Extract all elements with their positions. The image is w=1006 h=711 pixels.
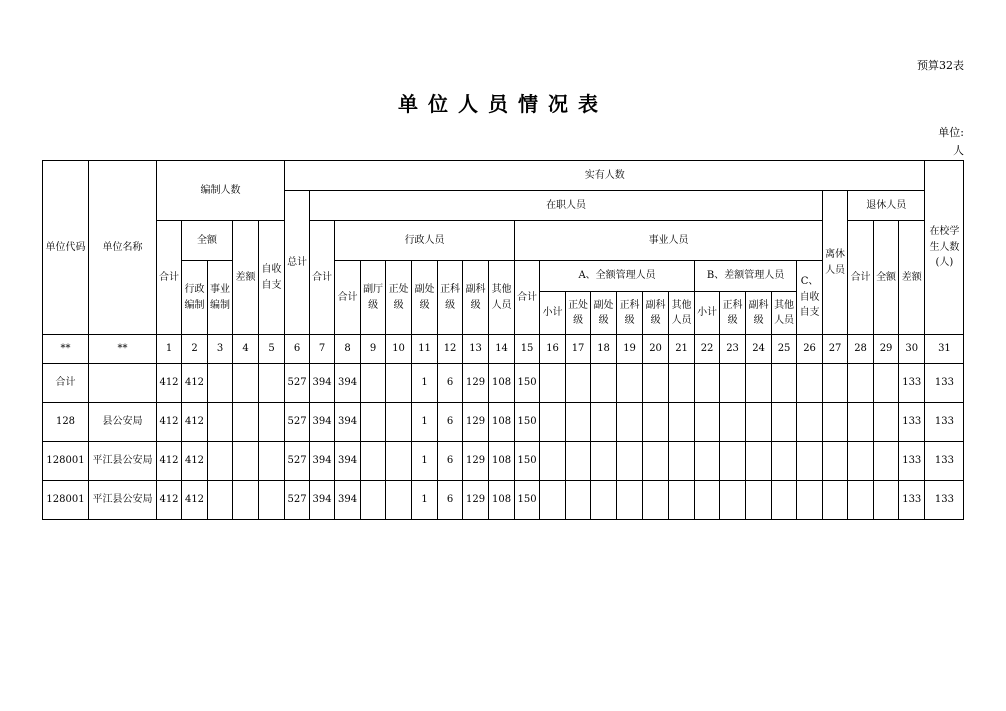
index-cell: 7 xyxy=(310,335,335,364)
index-cell: 9 xyxy=(361,335,386,364)
index-cell: 29 xyxy=(874,335,899,364)
value-cell xyxy=(695,442,720,481)
value-cell: 1 xyxy=(412,442,438,481)
index-cell: 22 xyxy=(695,335,720,364)
value-cell xyxy=(823,403,848,442)
value-cell xyxy=(208,442,233,481)
header-a-qita: 其他人员 xyxy=(669,292,695,335)
value-cell xyxy=(566,403,591,442)
value-cell xyxy=(772,403,797,442)
header-a-zhengke: 正科级 xyxy=(617,292,643,335)
index-cell: 30 xyxy=(899,335,925,364)
value-cell xyxy=(643,403,669,442)
value-cell xyxy=(720,364,746,403)
index-cell: 26 xyxy=(797,335,823,364)
value-cell xyxy=(669,403,695,442)
index-cell: ** xyxy=(89,335,157,364)
value-cell xyxy=(720,481,746,520)
value-cell: 412 xyxy=(182,403,208,442)
index-cell: 12 xyxy=(438,335,463,364)
value-cell xyxy=(695,364,720,403)
value-cell xyxy=(823,364,848,403)
value-cell xyxy=(695,481,720,520)
value-cell xyxy=(208,481,233,520)
table-row xyxy=(43,403,964,442)
header-bz-chae: 差额 xyxy=(233,221,259,335)
value-cell xyxy=(361,481,386,520)
header-b-qita: 其他人员 xyxy=(772,292,797,335)
value-cell xyxy=(669,442,695,481)
header-shiyou: 实有人数 xyxy=(285,161,925,191)
value-cell: 527 xyxy=(285,481,310,520)
header-bianzhi: 编制人数 xyxy=(157,161,285,221)
index-cell: 21 xyxy=(669,335,695,364)
value-cell xyxy=(874,442,899,481)
value-cell xyxy=(823,481,848,520)
index-cell: 4 xyxy=(233,335,259,364)
value-cell xyxy=(259,403,285,442)
unit-name-cell: 平江县公安局 xyxy=(89,481,157,520)
value-cell: 6 xyxy=(438,442,463,481)
value-cell: 150 xyxy=(515,403,540,442)
value-cell xyxy=(848,481,874,520)
unit-code-cell: 128 xyxy=(43,403,89,442)
value-cell xyxy=(797,364,823,403)
value-cell: 133 xyxy=(925,442,964,481)
value-cell xyxy=(797,481,823,520)
value-cell xyxy=(746,481,772,520)
value-cell xyxy=(874,364,899,403)
value-cell xyxy=(233,364,259,403)
value-cell xyxy=(643,442,669,481)
header-xz-fuke: 副科级 xyxy=(463,261,489,335)
header-tuixiu: 退休人员 xyxy=(848,191,925,221)
value-cell xyxy=(617,481,643,520)
value-cell: 412 xyxy=(182,364,208,403)
index-cell: 6 xyxy=(285,335,310,364)
value-cell: 133 xyxy=(925,403,964,442)
value-cell: 129 xyxy=(463,442,489,481)
value-cell: 150 xyxy=(515,481,540,520)
value-cell xyxy=(643,364,669,403)
header-xz-heji: 合计 xyxy=(335,261,361,335)
header-zaizhi: 在职人员 xyxy=(310,191,823,221)
header-unit-code: 单位代码 xyxy=(43,161,89,335)
header-bz-shiye: 事业编制 xyxy=(208,261,233,335)
value-cell: 6 xyxy=(438,364,463,403)
index-cell: 8 xyxy=(335,335,361,364)
value-cell xyxy=(643,481,669,520)
value-cell xyxy=(874,481,899,520)
index-cell: 16 xyxy=(540,335,566,364)
value-cell xyxy=(540,403,566,442)
value-cell xyxy=(591,481,617,520)
value-cell xyxy=(591,442,617,481)
unit-name-cell: 县公安局 xyxy=(89,403,157,442)
value-cell xyxy=(540,481,566,520)
index-cell: 15 xyxy=(515,335,540,364)
unit-name-cell xyxy=(89,364,157,403)
unit-code-cell: 128001 xyxy=(43,481,89,520)
value-cell xyxy=(848,364,874,403)
value-cell xyxy=(746,364,772,403)
value-cell xyxy=(720,442,746,481)
value-cell xyxy=(386,403,412,442)
value-cell: 6 xyxy=(438,403,463,442)
value-cell: 394 xyxy=(310,481,335,520)
value-cell xyxy=(848,442,874,481)
value-cell xyxy=(386,481,412,520)
value-cell: 108 xyxy=(489,364,515,403)
page-title: 单位人员情况表 xyxy=(398,92,608,116)
value-cell xyxy=(874,403,899,442)
value-cell xyxy=(720,403,746,442)
value-cell: 150 xyxy=(515,364,540,403)
header-tx-quane: 全额 xyxy=(874,221,899,335)
header-b-xiaoji: 小计 xyxy=(695,292,720,335)
value-cell: 394 xyxy=(310,442,335,481)
value-cell xyxy=(797,442,823,481)
value-cell: 1 xyxy=(412,364,438,403)
index-cell: 19 xyxy=(617,335,643,364)
value-cell xyxy=(617,364,643,403)
index-cell: ** xyxy=(43,335,89,364)
index-cell: 13 xyxy=(463,335,489,364)
value-cell xyxy=(617,403,643,442)
index-cell: 24 xyxy=(746,335,772,364)
value-cell: 412 xyxy=(157,403,182,442)
header-c-group: C、自收自支 xyxy=(797,261,823,335)
value-cell: 133 xyxy=(899,481,925,520)
value-cell: 6 xyxy=(438,481,463,520)
index-cell: 11 xyxy=(412,335,438,364)
value-cell xyxy=(669,364,695,403)
value-cell: 527 xyxy=(285,442,310,481)
header-xz-zhengchu: 正处级 xyxy=(386,261,412,335)
index-row xyxy=(43,335,964,364)
value-cell xyxy=(259,481,285,520)
header-tx-chae: 差额 xyxy=(899,221,925,335)
value-cell: 527 xyxy=(285,403,310,442)
header-xz-zhengke: 正科级 xyxy=(438,261,463,335)
header-a-zhengchu: 正处级 xyxy=(566,292,591,335)
form-id: 预算32表 xyxy=(917,59,964,72)
value-cell xyxy=(591,403,617,442)
index-cell: 28 xyxy=(848,335,874,364)
table-row xyxy=(43,442,964,481)
header-bz-heji: 合计 xyxy=(157,221,182,335)
value-cell xyxy=(361,442,386,481)
index-cell: 18 xyxy=(591,335,617,364)
index-cell: 2 xyxy=(182,335,208,364)
index-cell: 17 xyxy=(566,335,591,364)
header-bz-xingzheng: 行政编制 xyxy=(182,261,208,335)
value-cell: 129 xyxy=(463,364,489,403)
table-row xyxy=(43,364,964,403)
value-cell xyxy=(386,442,412,481)
header-zz-heji: 合计 xyxy=(310,221,335,335)
value-cell: 108 xyxy=(489,442,515,481)
value-cell: 394 xyxy=(310,364,335,403)
value-cell xyxy=(566,442,591,481)
value-cell xyxy=(259,364,285,403)
unit-value: 人 xyxy=(953,144,964,157)
index-cell: 14 xyxy=(489,335,515,364)
header-bz-quane: 全额 xyxy=(182,221,233,261)
index-cell: 5 xyxy=(259,335,285,364)
value-cell: 412 xyxy=(157,481,182,520)
header-xingzheng: 行政人员 xyxy=(335,221,515,261)
index-cell: 25 xyxy=(772,335,797,364)
header-xz-futing: 副厅级 xyxy=(361,261,386,335)
value-cell: 108 xyxy=(489,403,515,442)
value-cell xyxy=(540,442,566,481)
value-cell xyxy=(746,442,772,481)
index-cell: 3 xyxy=(208,335,233,364)
value-cell: 394 xyxy=(310,403,335,442)
value-cell xyxy=(772,364,797,403)
value-cell: 133 xyxy=(925,364,964,403)
value-cell xyxy=(386,364,412,403)
index-cell: 1 xyxy=(157,335,182,364)
header-bz-zishou: 自收自支 xyxy=(259,221,285,335)
value-cell: 394 xyxy=(335,364,361,403)
unit-name-cell: 平江县公安局 xyxy=(89,442,157,481)
value-cell xyxy=(208,364,233,403)
header-b-fuke: 副科级 xyxy=(746,292,772,335)
value-cell: 412 xyxy=(182,442,208,481)
header-a-fuke: 副科级 xyxy=(643,292,669,335)
index-cell: 27 xyxy=(823,335,848,364)
header-xz-qita: 其他人员 xyxy=(489,261,515,335)
value-cell xyxy=(591,364,617,403)
value-cell xyxy=(566,364,591,403)
value-cell xyxy=(848,403,874,442)
value-cell: 1 xyxy=(412,481,438,520)
value-cell xyxy=(233,442,259,481)
unit-code-cell: 128001 xyxy=(43,442,89,481)
value-cell: 412 xyxy=(182,481,208,520)
index-cell: 31 xyxy=(925,335,964,364)
index-cell: 20 xyxy=(643,335,669,364)
header-shiye: 事业人员 xyxy=(515,221,823,261)
header-b-zhengke: 正科级 xyxy=(720,292,746,335)
value-cell: 527 xyxy=(285,364,310,403)
header-b-group: B、差额管理人员 xyxy=(695,261,797,292)
value-cell xyxy=(746,403,772,442)
value-cell xyxy=(566,481,591,520)
value-cell: 133 xyxy=(899,403,925,442)
staff-table xyxy=(42,160,964,520)
header-students: 在校学生人数(人) xyxy=(925,161,964,335)
value-cell xyxy=(823,442,848,481)
header-unit-name: 单位名称 xyxy=(89,161,157,335)
value-cell: 150 xyxy=(515,442,540,481)
value-cell: 394 xyxy=(335,403,361,442)
unit-code-cell: 合计 xyxy=(43,364,89,403)
value-cell xyxy=(772,442,797,481)
value-cell: 412 xyxy=(157,364,182,403)
value-cell: 133 xyxy=(925,481,964,520)
value-cell xyxy=(772,481,797,520)
value-cell: 412 xyxy=(157,442,182,481)
header-xz-fuchu: 副处级 xyxy=(412,261,438,335)
value-cell xyxy=(233,481,259,520)
unit-label: 单位: xyxy=(938,126,964,139)
value-cell: 133 xyxy=(899,364,925,403)
value-cell: 394 xyxy=(335,442,361,481)
value-cell xyxy=(208,403,233,442)
value-cell xyxy=(361,364,386,403)
value-cell: 394 xyxy=(335,481,361,520)
value-cell: 108 xyxy=(489,481,515,520)
value-cell: 129 xyxy=(463,403,489,442)
value-cell: 129 xyxy=(463,481,489,520)
header-a-xiaoji: 小计 xyxy=(540,292,566,335)
value-cell xyxy=(797,403,823,442)
header-lixiu: 离休人员 xyxy=(823,191,848,335)
index-cell: 23 xyxy=(720,335,746,364)
value-cell xyxy=(695,403,720,442)
value-cell xyxy=(540,364,566,403)
header-a-fuchu: 副处级 xyxy=(591,292,617,335)
value-cell xyxy=(259,442,285,481)
header-a-group: A、全额管理人员 xyxy=(540,261,695,292)
value-cell: 133 xyxy=(899,442,925,481)
header-tx-heji: 合计 xyxy=(848,221,874,335)
value-cell: 1 xyxy=(412,403,438,442)
value-cell xyxy=(617,442,643,481)
index-cell: 10 xyxy=(386,335,412,364)
header-total: 总计 xyxy=(285,191,310,335)
value-cell xyxy=(361,403,386,442)
header-sy-heji: 合计 xyxy=(515,261,540,335)
value-cell xyxy=(669,481,695,520)
table-row xyxy=(43,481,964,520)
value-cell xyxy=(233,403,259,442)
